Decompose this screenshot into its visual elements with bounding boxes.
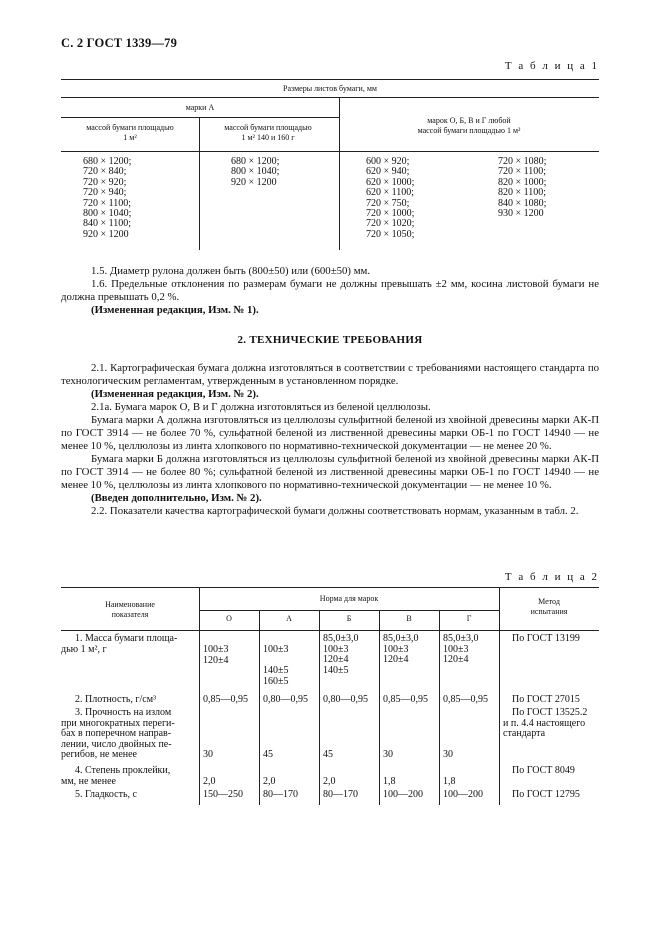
table2-row1-method: По ГОСТ 13199 bbox=[512, 633, 580, 644]
amendment-note-1: (Измененная редакция, Изм. № 1). bbox=[91, 304, 259, 316]
table1-col2 bbox=[231, 157, 279, 188]
table1-cell: 680 × 1200; bbox=[83, 156, 132, 167]
table2-row5-v: 100—200 bbox=[383, 789, 423, 800]
table1-vline-1 bbox=[199, 117, 200, 250]
text-block-2 bbox=[61, 362, 599, 518]
table2-vline-4 bbox=[379, 610, 380, 805]
table2-mark-v: В bbox=[406, 614, 412, 623]
table2-top-rule bbox=[61, 587, 599, 588]
table1-cell: 720 × 1100; bbox=[83, 197, 132, 209]
table1-col3a bbox=[366, 157, 414, 240]
table2-mark-b: Б bbox=[346, 614, 352, 623]
table2-vline-5 bbox=[439, 610, 440, 805]
table1-cell: 720 × 1100; bbox=[498, 166, 547, 178]
page-header: С. 2 ГОСТ 1339—79 bbox=[61, 36, 178, 50]
table2-row3-a: 45 bbox=[263, 749, 273, 760]
table1-cell: 920 × 1200 bbox=[231, 176, 277, 188]
table2-row2-g: 0,85—0,95 bbox=[443, 694, 488, 705]
table2-caption: Т а б л и ц а 2 bbox=[504, 571, 599, 583]
table1-cell: 800 × 1040; bbox=[83, 208, 132, 220]
table1-cell: 800 × 1040; bbox=[231, 166, 280, 178]
table2-row2-o: 0,85—0,95 bbox=[203, 694, 248, 705]
table1-cell: 720 × 1050; bbox=[366, 228, 415, 240]
table2-row3-o: 30 bbox=[203, 749, 213, 760]
table1-group-rule bbox=[61, 117, 339, 118]
table2-row5-b: 80—170 bbox=[323, 789, 358, 800]
table2-head-norm: Норма для марок bbox=[319, 594, 379, 603]
table2-row2-b: 0,80—0,95 bbox=[323, 694, 368, 705]
table1-cell: 820 × 1000; bbox=[498, 176, 547, 188]
table1-cell: 720 × 840; bbox=[83, 166, 127, 178]
table1-cell: 720 × 940; bbox=[83, 187, 127, 199]
table1-head-rule bbox=[61, 151, 599, 152]
table1-cell: 720 × 1080; bbox=[498, 156, 547, 167]
table2-row5-o: 150—250 bbox=[203, 789, 243, 800]
table2-row3-method: По ГОСТ 13525.2 и п. 4.4 настоящего стандарта bbox=[503, 707, 588, 739]
table1-cell: 930 × 1200 bbox=[498, 208, 544, 220]
table1-caption: Т а б л и ц а 1 bbox=[504, 60, 599, 72]
table1-cell: 820 × 1100; bbox=[498, 187, 547, 199]
table2-row3-g: 30 bbox=[443, 749, 453, 760]
table1-cell: 600 × 920; bbox=[366, 156, 410, 167]
table2-row1-v: 85,0±3,0 100±3 120±4 bbox=[383, 633, 419, 665]
table1-cell: 680 × 1200; bbox=[231, 156, 280, 167]
paragraph-1-5: 1.5. Диаметр рулона должен быть (800±50) или (600±50) мм. bbox=[91, 265, 371, 277]
table2-row4-v: 1,8 bbox=[383, 776, 396, 787]
amendment-note-2: (Измененная редакция, Изм. № 2). bbox=[91, 388, 259, 400]
paragraph-2-1a: 2.1а. Бумага марок О, В и Г должна изготовляться из беленой целлюлозы. bbox=[91, 401, 431, 413]
table2-row2-v: 0,85—0,95 bbox=[383, 694, 428, 705]
paragraph-grade-b: Бумага марки Б должна изготовляться из целлюлозы сульфитной беленой из хвойной древесины марки АК-П по ГОСТ 3914 — не более 80 %; сульфатной беленой из лиственной древесины марки ОБ-1 по ГОСТ 14940 — не менее 10 %, целлюлозы из линта хлопкового по нормативно-технической документации — не менее 10 %. bbox=[61, 453, 599, 491]
paragraph-2-2: 2.2. Показатели качества картографической бумаги должны соответствовать нормам, указанным в табл. 2. bbox=[91, 505, 579, 517]
table1-cell: 720 × 920; bbox=[83, 176, 127, 188]
paragraph-1-6: 1.6. Предельные отклонения по размерам бумаги не должны превышать ±2 мм, косина листовой бумаги не должна превышать 0,2 %. bbox=[61, 278, 599, 303]
table1-col2-head: массой бумаги площадью 1 м² 140 и 160 г bbox=[224, 123, 312, 142]
table2-row4-name: 4. Степень проклейки, мм, не менее bbox=[61, 765, 171, 787]
table2-row2-name: 2. Плотность, г/см³ bbox=[75, 694, 157, 705]
table2-row1-g: 85,0±3,0 100±3 120±4 bbox=[443, 633, 479, 665]
table1-top-rule bbox=[61, 79, 599, 80]
table2-row3-v: 30 bbox=[383, 749, 393, 760]
table2-row2-method: По ГОСТ 27015 bbox=[512, 694, 580, 705]
table2-mark-g: Г bbox=[466, 614, 472, 623]
table1-col3-head: марок О, Б, В и Г любой массой бумаги площадью 1 м² bbox=[417, 116, 521, 135]
table2-vline-6 bbox=[499, 587, 500, 805]
table2-row1-o: 100±3 120±4 bbox=[203, 644, 229, 666]
introduced-note: (Введен дополнительно, Изм. № 2). bbox=[91, 492, 262, 504]
table1-cell: 620 × 940; bbox=[366, 166, 410, 178]
table1-cell: 720 × 1000; bbox=[366, 208, 415, 220]
table2-row4-o: 2,0 bbox=[203, 776, 216, 787]
table2-row4-b: 2,0 bbox=[323, 776, 336, 787]
table2-row1-a: 100±3 140±5 160±5 bbox=[263, 644, 289, 687]
table1-cell: 840 × 1100; bbox=[83, 218, 132, 230]
paragraph-grade-a: Бумага марки А должна изготовляться из целлюлозы сульфитной беленой из хвойной древесины марки АК-П по ГОСТ 3914 — не более 70 %, сульфатной беленой из лиственной древесины марки ОБ-1 по ГОСТ 14940 — не менее 10 %, целлюлозы из линта хлопкового по нормативно-технической документации — не менее 20 %. bbox=[61, 414, 599, 452]
table2-head-method: Метод испытания bbox=[530, 597, 568, 616]
table1-title-rule bbox=[61, 97, 599, 98]
table2-row1-name: 1. Масса бумаги площа- дью 1 м², г bbox=[61, 633, 178, 655]
table2-row4-g: 1,8 bbox=[443, 776, 456, 787]
table2-mark-o: О bbox=[226, 614, 232, 623]
table2-row5-method: По ГОСТ 12795 bbox=[512, 789, 580, 800]
table2-row3-b: 45 bbox=[323, 749, 333, 760]
table1-cell: 840 × 1080; bbox=[498, 197, 547, 209]
table1-col3b bbox=[498, 157, 546, 219]
table2-row1-b: 85,0±3,0 100±3 120±4 140±5 bbox=[323, 633, 359, 676]
table2-row4-method: По ГОСТ 8049 bbox=[512, 765, 575, 776]
table2-row3-name: 3. Прочность на излом при многократных переги- бах в поперечном направ- лении, число двойных пе- регибов, не менее bbox=[61, 707, 175, 760]
table1-vline-2 bbox=[339, 97, 340, 250]
section-2-title: 2. ТЕХНИЧЕСКИЕ ТРЕБОВАНИЯ bbox=[237, 334, 423, 346]
table1-cell: 620 × 1000; bbox=[366, 176, 415, 188]
table2-mark-a: А bbox=[286, 614, 292, 623]
table2-row4-a: 2,0 bbox=[263, 776, 276, 787]
table1-cell: 720 × 1020; bbox=[366, 218, 415, 230]
table1-col1 bbox=[83, 157, 131, 240]
paragraph-2-1: 2.1. Картографическая бумага должна изготовляться в соответствии с требованиями настоящего стандарта по технологическим регламентам, утвержденным в установленном порядке. bbox=[61, 362, 599, 387]
table1-cell: 620 × 1100; bbox=[366, 187, 415, 199]
table2-norm-rule bbox=[199, 610, 499, 611]
table1-title: Размеры листов бумаги, мм bbox=[283, 84, 377, 93]
table2-head-name: Наименование показателя bbox=[105, 600, 155, 619]
table1-col1-head: массой бумаги площадью 1 м² bbox=[86, 123, 174, 142]
table1-cell: 920 × 1200 bbox=[83, 228, 129, 240]
table1-cell: 720 × 750; bbox=[366, 197, 410, 209]
table2-row2-a: 0,80—0,95 bbox=[263, 694, 308, 705]
table1-group-a: марки А bbox=[185, 103, 215, 112]
table2-row5-a: 80—170 bbox=[263, 789, 298, 800]
table2-vline-2 bbox=[259, 610, 260, 805]
text-block-1 bbox=[61, 265, 599, 317]
table2-vline-3 bbox=[319, 610, 320, 805]
table2-head-rule bbox=[61, 630, 599, 631]
table2-row5-g: 100—200 bbox=[443, 789, 483, 800]
table2-row5-name: 5. Гладкость, с bbox=[75, 789, 137, 800]
